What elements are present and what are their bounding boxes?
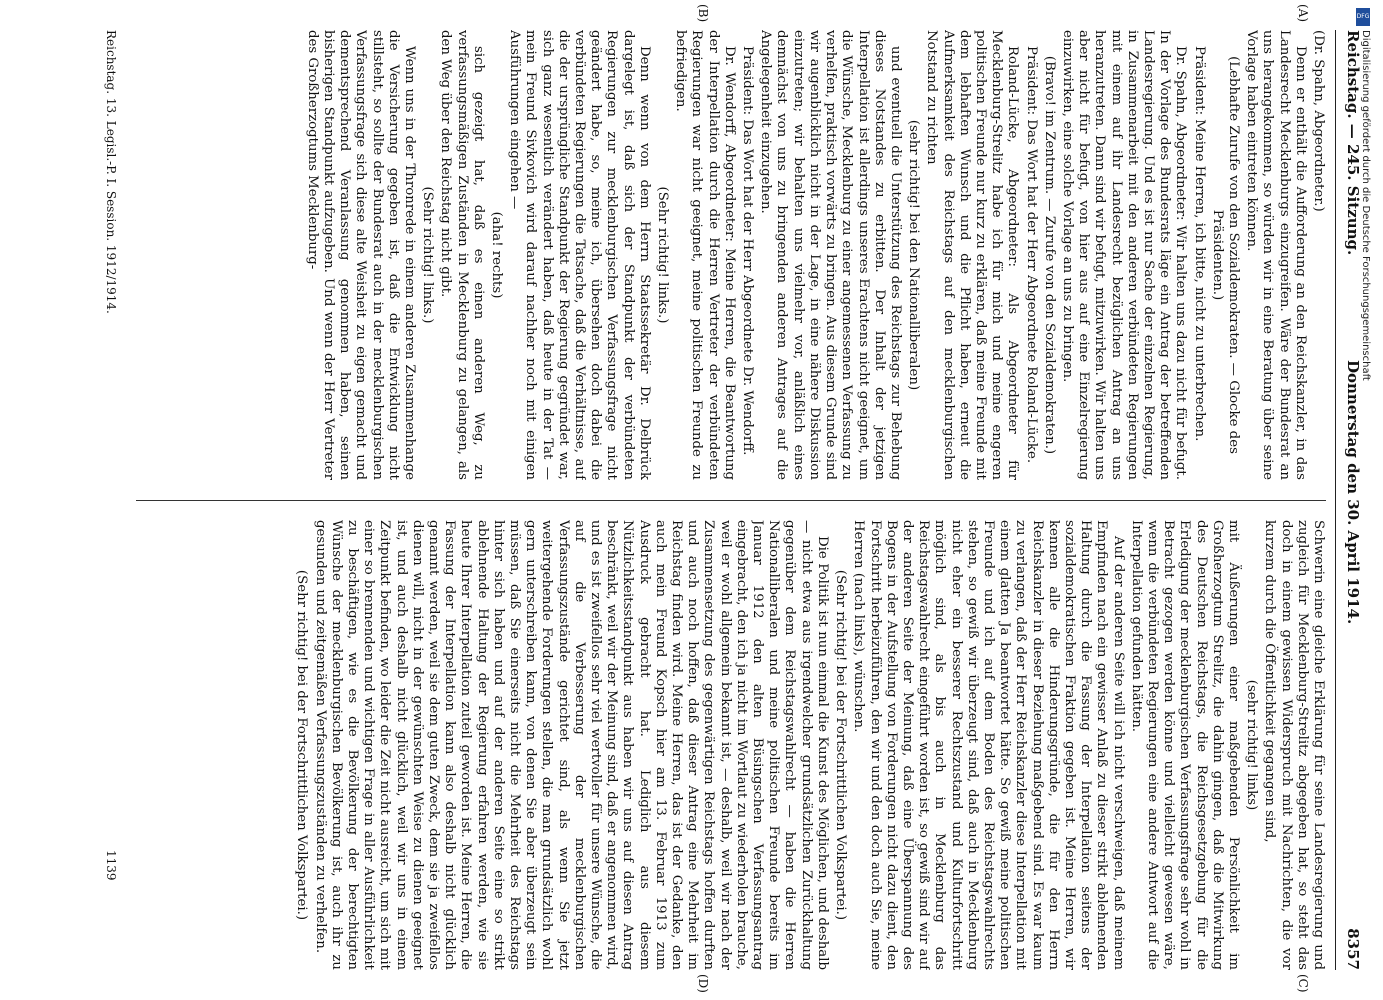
- paragraph: (Bravo! im Zentrum. — Zurufe von den Sozialdemokraten.): [1041, 55, 1057, 455]
- paragraph: Denn wenn von dem Herrn Staatssekretär Dr. Delbrück dargelegt ist, daß sich der Standpunkt der verbündeten Regierungen zur mecklenburgischen Verfassungsfrage nicht geändert habe, so, meine ich, übersehen doch dabei die verbündeten Regierungen die Tatsache, daß die Verhältnisse, auf die der ursprüngliche Standpunkt der Regierung gegründet war, sich ganz wesentlich verändert haben, daß heute in der Tat — mein Freund Sivkovich wird darauf nachher noch mit einigen Ausführungen eingehen —: [507, 30, 652, 480]
- margin-marker-a: (A): [1296, 4, 1310, 23]
- paragraph: und eventuell die Unterstützung des Reichstags zur Behebung dieses Notstandes zu erbitten. Der Inhalt der jetzigen Interpellation ist allerdings unseres Erachtens nicht geeignet, um die Wünsche, Mecklenburg zu einer angemessenen Verfassung zu verhelfen, praktisch vorwärts zu bringen. Aus diesem Grunde sind wir augenblicklich nicht in der Lage, in eine nähere Diskussion einzutreten; wir behalten uns vielmehr vor, anläßlich eines demnächst von uns zu bringenden anderen Antrages auf die Angelegenheit einzugehen.: [758, 30, 903, 480]
- paragraph: (aha! rechts): [489, 211, 505, 299]
- right-text-column: [126, 520, 1326, 970]
- paragraph: Dr. Spahn, Abgeordneter: Wir halten uns dazu nicht für befugt. In der Vorlage des Bundesrats läge ein Antrag der betreffenden Landesregierung. Und es ist nur Sache der einzelnen Regierung, in Zusammenarbeit mit den anderen verbündeten Regierungen mit einem auf ihr Landesrecht bezüglichen Antrag an uns heranzutreten. Dann sind wir befugt, mitzuwirken. Wir halten uns aber nicht für befugt, von hier aus auf eine Einzelregierung einzuwirken, eine solche Vorlage an uns zu bringen.: [1059, 30, 1189, 480]
- paragraph: mit Äußerungen einer maßgebenden Persönlichkeit im Großherzogtum Strelitz, die dahin gingen, daß die Mitwirkung des Deutschen Reichstags, die Reichsgesetzgebung für die Erledigung der mecklenburgischen Verfassungsfrage sehr wohl in Betracht gezogen werden könne und vielleicht gewesen wäre, wenn die verbündeten Regierungen eine andere Antwort auf die Interpellation gefunden hätten.: [1128, 520, 1241, 970]
- column-divider: [136, 500, 1326, 501]
- paragraph: (Sehr richtig! links.): [655, 186, 671, 324]
- paragraph: Dr. Wendorff, Abgeordneter: Meine Herren, die Beantwortung der Interpellation durch die Herren Vertreter der verbündeten Regierungen war nicht geeignet, meine politischen Freunde zu befriedigen.: [673, 30, 737, 480]
- header-date: Donnerstag den 30. April 1914.: [1344, 360, 1362, 625]
- paragraph: Auf der anderen Seite will ich nicht verschweigen, daß meinem Empfinden nach ein gewisser Anlaß zu dieser strikt ablehnenden Haltung durch die Fassung der Interpellation seitens der sozialdemokratischen Fraktion gegeben ist. Meine Herren, wir kennen alle die Hinderungsgründe, die für den Herrn Reichskanzler in dieser Beziehung maßgebend sind. Es war kaum zu verlangen, daß der Herr Reichskanzler diese Interpellation mit einem glatten Ja beantwortet hätte. So gewiß meine politischen Freunde und ich auf dem Boden des Reichstagswahlrechts stehen, so gewiß wir überzeugt sind, daß auch in Mecklenburg nicht eher ein besserer Rechtszustand und Kulturfortschritt möglich sind, als bis auch in Mecklenburg das Reichstagswahlrecht eingeführt worden ist, so gewiß sind wir auf der anderen Seite der Meinung, daß eine Überspannung des Bogens in der Aufstellung von Forderungen nicht dazu dient, den Fortschritt herbeizuführen, den wir und den doch auch Sie, meine Herren (nach links), wünschen.: [851, 520, 1126, 970]
- paragraph: (Sehr richtig! bei der Fortschrittlichen Volkspartei.): [833, 569, 849, 921]
- digitization-note-text: Digitalisierung gefördert durch die Deutsche Forschungsgemeinschaft: [1360, 30, 1371, 381]
- margin-marker-c: (C): [1296, 974, 1310, 993]
- dfg-logo: DFG: [1356, 8, 1370, 26]
- paragraph: sich gezeigt hat, daß es einen anderen Weg, zu verfassungsmäßigen Zuständen in Mecklenburg zu gelangen, als den Weg über den Reichstag nicht gibt.: [438, 30, 486, 480]
- paragraph: Roland-Lücke, Abgeordneter: Als Abgeordneter für Mecklenburg-Strelitz habe ich für mich und meine engeren politischen Freunde nur kurz zu erklären, daß meine Freunde mit dem lebhaften Wunsch und die Pflicht haben, erneut die Aufmerksamkeit des Reichstags auf den mecklenburgischen Notstand zu richten: [924, 30, 1021, 480]
- paragraph: Präsident: Das Wort hat der Herr Abgeordnete Dr. Wendorff.: [740, 46, 756, 456]
- footer-legislature: Reichstag. 13. Legisl.-P. I. Session. 1912/1914.: [104, 30, 118, 314]
- paragraph: (Sehr richtig! links.): [420, 186, 436, 324]
- margin-marker-b: (B): [696, 4, 710, 23]
- paragraph: (Sehr richtig! bei der Fortschrittlichen Volkspartei.): [294, 569, 310, 921]
- paragraph: Wenn uns in der Thronrede in einem anderen Zusammenhange die Versicherung gegeben ist, daß die Entwicklung nicht stillsteht, so sollte der Bundesrat auch in der mecklenburgischen Verfassungsfrage sich diese alte Weisheit zu eigen gemacht und dementsprechend Veranlassung genommen haben, seinen bisherigen Standpunkt aufzugeben. Und wenn der Herr Vertreter des Großherzogtums Mecklenburg-: [304, 30, 418, 480]
- left-text-column: [126, 30, 1326, 480]
- paragraph: (sehr richtig! bei den Nationalliberalen): [906, 119, 922, 391]
- paragraph: Schwerin eine gleiche Erklärung für seine Landesregierung und zugleich für Mecklenburg-Strelitz abgegeben hat, so steht das doch in einem gewissen Widerspruch mit Nachrichten, die vor kurzem durch die Öffentlichkeit gegangen sind,: [1262, 520, 1326, 970]
- paragraph: Denn er enthält die Aufforderung an den Reichskanzler, in das Landesrecht Mecklenburgs einzugreifen. Wäre der Bundesrat an uns herangekommen, so würden wir in eine Beratung über seine Vorlage haben eintreten können.: [1244, 30, 1308, 480]
- page-footer: [98, 30, 122, 970]
- margin-marker-d: (D): [696, 974, 710, 993]
- header-session: Reichstag. — 245. Sitzung.: [1344, 30, 1362, 256]
- page-number: 8357: [1344, 928, 1362, 970]
- digitization-note: [1355, 30, 1373, 990]
- paragraph: (sehr richtig! links): [1244, 679, 1260, 811]
- paragraph: (Lebhafte Zurufe von den Sozialdemokraten. — Glocke des Präsidenten.): [1209, 56, 1241, 454]
- footer-number: 1139: [104, 850, 118, 881]
- paragraph: Präsident: Meine Herren, ich bitte, nicht zu unterbrechen.: [1191, 46, 1207, 442]
- paragraph: (Dr. Spahn, Abgeordneter.): [1311, 30, 1326, 212]
- paragraph: Die Politik ist nun einmal die Kunst des Möglichen, und deshalb — nicht etwa aus irgendwelcher grundsätzlichen Zurückhaltung gegenüber dem Reichstagswahlrecht — haben die Herren Nationalliberalen und meine politischen Freunde bereits im Januar 1912 den alten Büsingschen Verfassungsantrag eingebracht, den ich ja nicht im Wortlaut zu wiederholen brauche, weil er wohl allgemein bekannt ist, — deshalb, weil wir nach der Zusammensetzung des gegenwärtigen Reichstags hoffen durften und auch noch hoffen, daß dieser Antrag eine Mehrheit im Reichstag finden wird. Meine Herren, das ist der Gedanke, den auch mein Freund Kopsch hier am 13. Februar 1913 zum Ausdruck gebracht hat. Lediglich aus diesem Nützlichkeitsstandpunkt aus haben wir uns auf diesen Antrag beschränkt, weil wir der Meinung sind, daß er angenommen wird, und es ist zweifellos sehr viel wertvoller für unsere Wünsche, die auf die Verbesserung der mecklenburgischen Verfassungszustände gerichtet sind, als wenn Sie jetzt weitergehende Forderungen stellen, die man grundsätzlich wohl gern unterschreiben kann, von denen Sie aber überzeugt sein müssen, daß Sie einerseits nicht die Mehrheit des Reichstags hinter sich haben und auf der anderen Seite eine so strikt ablehnende Haltung der Regierung erfahren werden, wie sie heute Ihrer Interpellation zuteil geworden ist. Meine Herren, die Fassung der Interpellation kann also deshalb nicht glücklich genannt werden, weil sie dem guten Zweck, dem sie ja zweifellos dienen will, nicht in der gewünschten Weise zu dienen geeignet ist, und auch deshalb nicht glücklich, weil wir uns in einem Zeitpunkt befinden, wo leider die Zeit nicht ausreicht, um sich mit einer so brennenden und wichtigen Frage in aller Ausführlichkeit zu beschäftigen, wie es die Bevölkerung der berechtigten Wünsche der mecklenburgischen Bevölkerung ist, auch ihr zu gesunden und zeitgemäßen Verfassungszuständen zu verhelfen.: [312, 520, 830, 970]
- paragraph: Präsident: Das Wort hat der Herr Abgeordnete Roland-Lücke.: [1023, 46, 1039, 464]
